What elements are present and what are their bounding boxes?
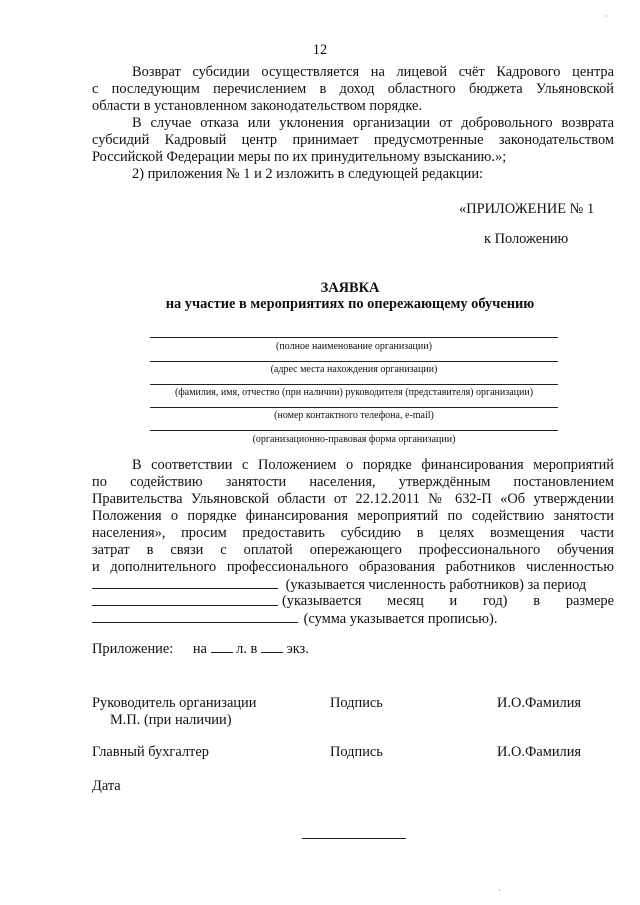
text-line: В соответствии с Положением о порядке финансирования мероприятий [132,457,614,473]
fill-text-count: (указывается численность работников) за период [285,577,587,593]
attachment-label: Приложение: [92,641,174,657]
caption-address: (адрес места нахождения организации) [270,364,438,375]
caption-legal-form: (организационно-правовая форма организации) [252,434,456,445]
stamp-note: М.П. (при наличии) [110,712,232,728]
head-title: Руководитель организации [92,695,257,711]
text-line: Российской Федерации меры по их принудительному взысканию.»; [92,149,507,165]
form-title: ЗАЯВКА [320,280,380,296]
scan-speck: · [498,886,501,895]
text-line: и дополнительного профессионального образования работников численностью [92,559,614,575]
text-line: затрат в связи с оплатой опережающего профессионального обучения [92,542,614,558]
text-line: по содействию занятости населения, утверждённым постановлением [92,474,614,490]
intro-paragraph-3: 2) приложения № 1 и 2 изложить в следующей редакции: [132,166,484,182]
blank-employee-count[interactable] [92,576,278,589]
attachment-on: на [192,641,207,657]
attachment-sheets: л. в [236,641,258,657]
body-paragraph [92,457,614,576]
date-label: Дата [92,778,121,794]
text-line: Правительства Ульяновской области от 22.12.2011 № 632-П «Об утверждении [92,491,614,507]
field-line-legal-form[interactable] [150,430,558,431]
fill-line-period [92,593,614,610]
fill-text-period: (указывается месяц и год) в размере [282,593,614,609]
intro-paragraph-2 [92,115,614,166]
head-signature: Подпись [330,695,383,711]
text-line: В случае отказа или уклонения организации от добровольного возврата [132,115,614,131]
fill-line-count [92,576,614,594]
attachment-line [92,640,309,658]
accountant-signature: Подпись [330,744,383,760]
field-line-address[interactable] [150,361,558,362]
text-line: населения», просим предоставить субсидию в целях возмещения части [92,525,614,541]
text-line: субсидий Кадровый центр принимает предусмотренные законодательством [92,132,614,148]
blank-copies[interactable] [261,640,283,653]
appendix-regulation: к Положению [484,231,569,247]
blank-period[interactable] [92,593,278,606]
accountant-title: Главный бухгалтер [92,744,209,760]
attachment-copies: экз. [286,641,309,657]
text-line: области в установленном законодательством порядке. [92,98,423,114]
blank-amount[interactable] [92,610,298,623]
text-line: Возврат субсидии осуществляется на лицевой счёт Кадрового центра [132,64,614,80]
text-line: Положения о порядке финансирования мероприятий по содействию занятости [92,508,614,524]
form-subtitle: на участие в мероприятиях по опережающему обучению [165,296,535,312]
caption-head-name: (фамилия, имя, отчество (при наличии) руководителя (представителя) организации) [174,387,534,398]
field-line-contacts[interactable] [150,407,558,408]
caption-contacts: (номер контактного телефона, e-mail) [274,410,434,421]
text-line: с последующим перечислением в доход областного бюджета Ульяновской [92,81,614,97]
fill-line-amount [92,610,614,628]
caption-organization-name: (полное наименование организации) [276,341,432,352]
fill-text-amount: (сумма указывается прописью). [303,611,498,627]
accountant-name: И.О.Фамилия [497,744,582,760]
blank-sheets[interactable] [211,640,233,653]
appendix-label: «ПРИЛОЖЕНИЕ № 1 [459,201,595,217]
closing-separator [302,838,406,839]
field-line-organization-name[interactable] [150,337,558,338]
head-name: И.О.Фамилия [497,695,582,711]
intro-paragraph-1 [92,64,614,115]
field-line-head-name[interactable] [150,384,558,385]
scan-speck: · [605,12,608,21]
page-number: 12 [312,42,328,58]
